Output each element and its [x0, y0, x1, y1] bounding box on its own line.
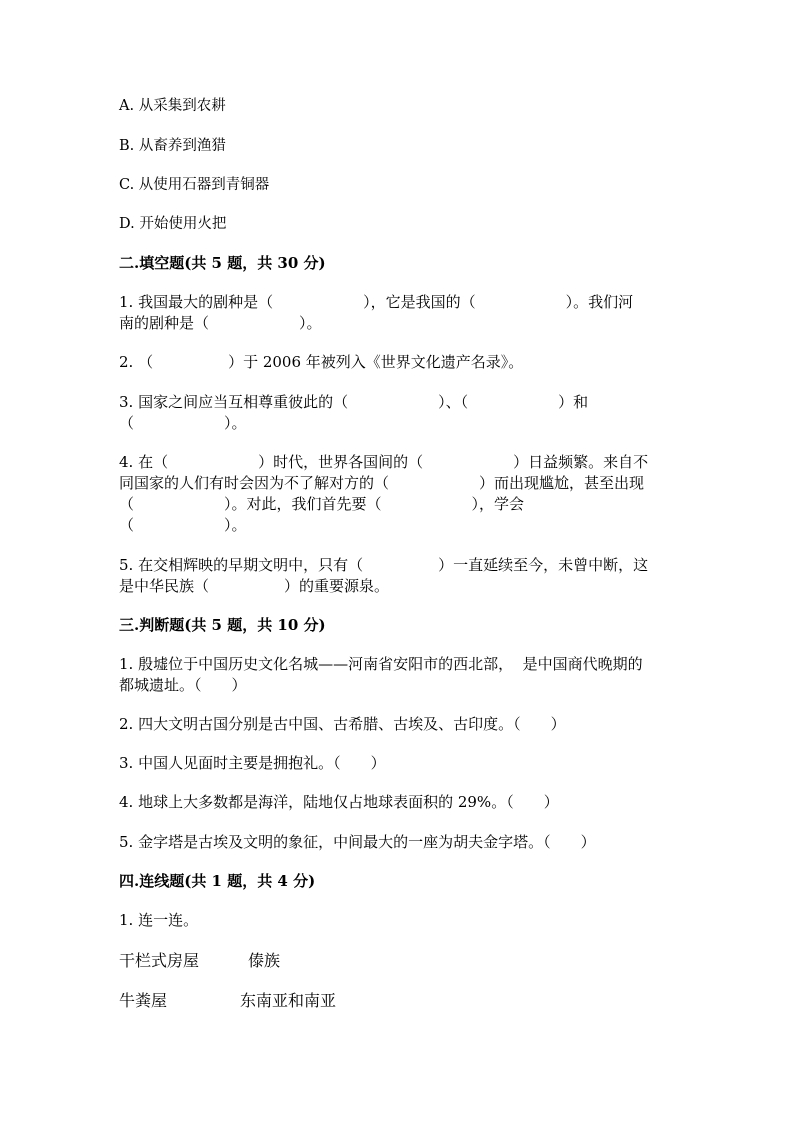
fill-q2-line1: 2. （ ）于 2006 年被列入《世界文化遗产名录》。: [119, 353, 524, 371]
judge-q3-line1: 3. 中国人见面时主要是拥抱礼。（ ）: [119, 754, 386, 772]
fill-q5-line2: 是中华民族（ ）的重要源泉。: [119, 577, 390, 595]
match-right-item-1: 傣族: [248, 951, 281, 970]
judge-q1-line2: 都城遗址。（ ）: [119, 676, 247, 694]
judge-q2-line1: 2. 四大文明古国分别是古中国、古希腊、古埃及、古印度。（ ）: [119, 715, 566, 733]
fill-q4-line4: （ ）。: [119, 516, 247, 534]
section-heading-true-false: 三.判断题(共 5 题，共 10 分): [119, 616, 326, 634]
option-b: B. 从畜养到渔猎: [119, 138, 226, 154]
option-d: D. 开始使用火把: [119, 216, 227, 232]
match-right-item-2: 东南亚和南亚: [240, 991, 337, 1010]
judge-q5-line1: 5. 金字塔是古埃及文明的象征，中间最大的一座为胡夫金字塔。（ ）: [119, 833, 596, 851]
fill-q4-line3: （ ）。对此，我们首先要（ ），学会: [119, 495, 525, 513]
judge-q1-line1: 1. 殷墟位于中国历史文化名城——河南省安阳市的西北部， 是中国商代晚期的: [119, 655, 643, 673]
section-heading-fill-blank: 二.填空题(共 5 题，共 30 分): [119, 254, 326, 272]
section-heading-matching: 四.连线题(共 1 题，共 4 分): [119, 872, 316, 890]
option-c: C. 从使用石器到青铜器: [119, 177, 270, 193]
judge-q4-line1: 4. 地球上大多数都是海洋，陆地仅占地球表面积的 29%。（ ）: [119, 793, 559, 811]
fill-q4-line1: 4. 在（ ）时代，世界各国间的（ ）日益频繁。来自不: [119, 453, 649, 471]
fill-q4-line2: 同国家的人们有时会因为不了解对方的（ ）而出现尴尬，甚至出现: [119, 474, 645, 492]
match-q1: 1. 连一连。: [119, 911, 199, 929]
match-left-item-2: 牛粪屋: [119, 991, 168, 1010]
fill-q1-line2: 南的剧种是（ ）。: [119, 314, 322, 332]
option-a: A. 从采集到农耕: [119, 98, 226, 114]
fill-q3-line2: （ ）。: [119, 414, 247, 432]
fill-q3-line1: 3. 国家之间应当互相尊重彼此的（ ）、（ ）和: [119, 393, 589, 411]
fill-q1-line1: 1. 我国最大的剧种是（ ），它是我国的（ ）。我们河: [119, 293, 634, 311]
match-left-item-1: 干栏式房屋: [119, 951, 200, 970]
fill-q5-line1: 5. 在交相辉映的早期文明中，只有（ ）一直延续至今，未曾中断，这: [119, 556, 649, 574]
